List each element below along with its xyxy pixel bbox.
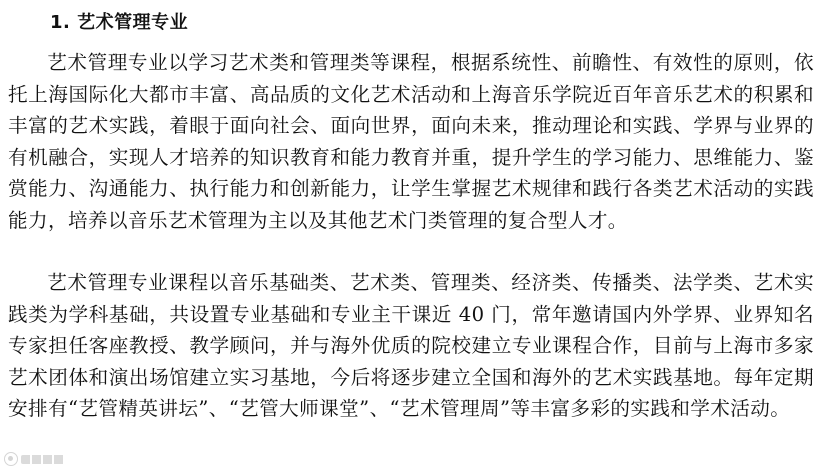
watermark-lettering (21, 455, 65, 464)
section-heading: 1. 艺术管理专业 (50, 12, 189, 33)
paragraph-curriculum: 艺术管理专业课程以音乐基础类、艺术类、管理类、经济类、传播类、法学类、艺术实践类为学科基础，共设置专业基础和专业主干课近 40 门，常年邀请国内外学界、业界知名专家担任客座教授、教学顾问，并与海外优质的院校建立专业课程合作，目前与上海市多家艺术团体和演出场馆建立实习基地，今后将逐步建立全国和海外的艺术实践基地。每年定期安排有“艺管精英讲坛”、“艺管大师课堂”、“艺术管理周”等丰富多彩的实践和学术活动。 (8, 271, 814, 420)
watermark-logo-icon (4, 452, 18, 466)
paragraph-intro: 艺术管理专业以学习艺术类和管理类等课程，根据系统性、前瞻性、有效性的原则，依托上海国际化大都市丰富、高品质的文化艺术活动和上海音乐学院近百年音乐艺术的积累和丰富的艺术实践，着眼于面向社会、面向世界，面向未来，推动理论和实践、学界与业界的有机融合，实现人才培养的知识教育和能力教育并重，提升学生的学习能力、思维能力、鉴赏能力、沟通能力、执行能力和创新能力，让学生掌握艺术规律和践行各类艺术活动的实践能力，培养以音乐艺术管理为主以及其他艺术门类管理的复合型人才。 (8, 51, 814, 232)
watermark (4, 452, 65, 466)
